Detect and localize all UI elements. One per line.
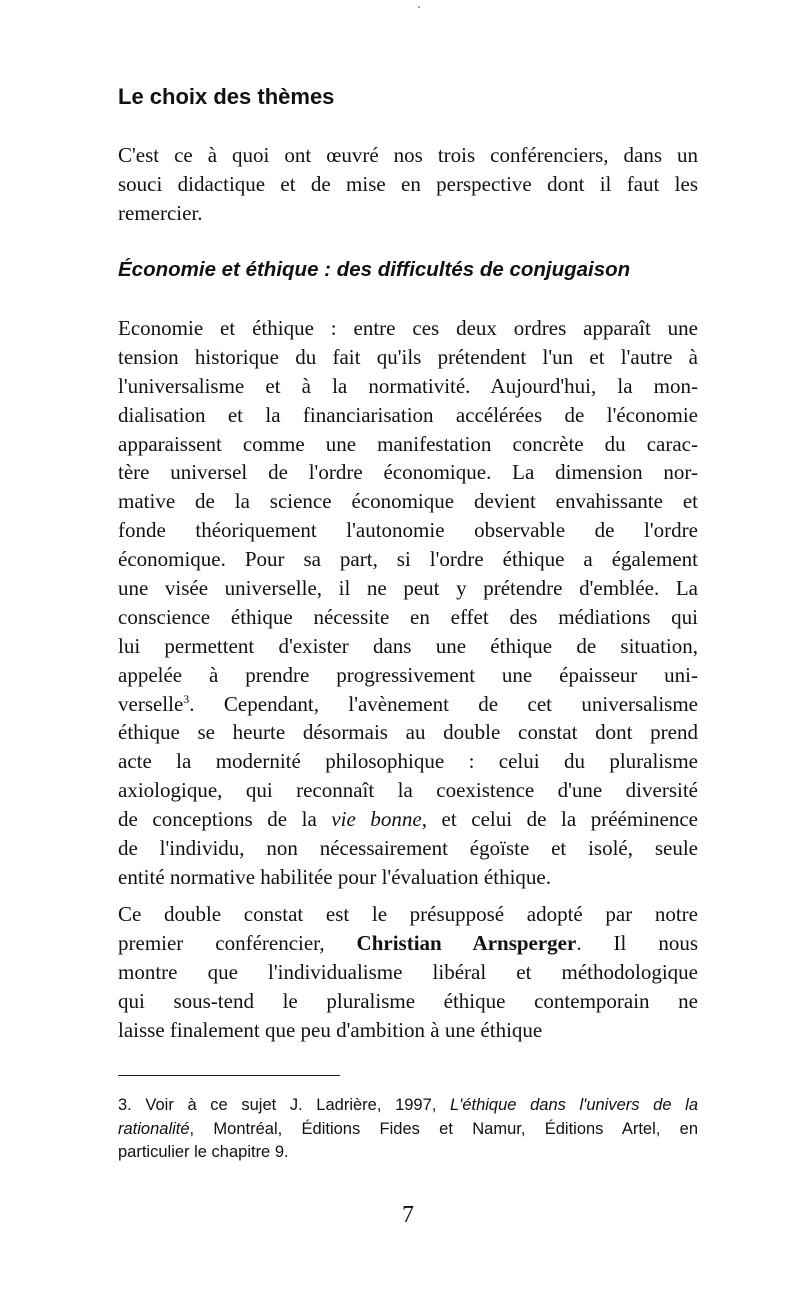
section-heading: Le choix des thèmes [118,84,335,109]
text-line: de l'individu, non nécessairement égoïste et isolé, seule [118,836,698,861]
paragraph-intro [118,141,698,228]
page-number: 7 [402,1202,414,1228]
text-line: acte la modernité philosophique : celui du pluralisme [118,749,698,774]
text-line: laisse finalement que peu d'ambition à une éthique [118,1017,543,1042]
text-line [118,690,698,719]
text-line: qui sous-tend le pluralisme éthique contemporain ne [118,988,698,1013]
text-segment: . Il nous [576,930,698,955]
text-line: Economie et éthique : entre ces deux ordres apparaît une [118,316,698,340]
text-line: économique. Pour sa part, si l'ordre éthique a également [118,547,698,572]
text-line: montre que l'individualisme libéral et méthodologique [118,959,698,984]
text-line: une visée universelle, il ne peut y prétendre d'emblée. La [118,576,698,601]
text-line: particulier le chapitre 9. [118,1143,289,1161]
text-line: remercier. [118,200,203,225]
text-line [118,1094,698,1118]
text-segment: , Montréal, Éditions Fides et Namur, Éditions Artel, en [189,1119,698,1138]
paragraph-double-constat [118,900,698,1044]
text-line: conscience éthique nécessite en effet des médiations qui [118,604,698,629]
text-line: souci didactique et de mise en perspective dont il faut les [118,171,698,196]
text-line [118,929,698,958]
text-line: C'est ce à quoi ont œuvré nos trois conférenciers, dans un [118,143,698,167]
text-segment: premier conférencier, [118,930,357,955]
italic-text: rationalité [118,1119,190,1138]
text-line: Ce double constat est le présupposé adopté par notre [118,902,698,926]
text-segment: de conceptions de la [118,807,332,832]
text-line: tension historique du fait qu'ils prétendent l'un et l'autre à [118,344,698,369]
footnote-reference: 3 [183,691,190,706]
text-segment: , et celui de la prééminence [421,807,698,832]
italic-text: vie bonne [331,807,422,832]
subsection-heading: Économie et éthique : des difficultés de conjugaison [118,258,631,281]
text-segment: . Cependant, l'avènement de cet universalisme [189,691,698,716]
text-line: entité normative habilitée pour l'évaluation éthique. [118,864,551,889]
author-name: Christian Arnsperger [356,930,577,955]
text-line: l'universalisme et à la normativité. Aujourd'hui, la mon- [118,373,698,398]
paragraph-economie-ethique [118,314,698,892]
scan-speck [418,6,420,8]
text-line: mative de la science économique devient envahissante et [118,489,698,514]
footnote [118,1094,698,1165]
text-line: axiologique, qui reconnaît la coexistence d'une diversité [118,778,698,803]
text-segment: 3. Voir à ce sujet J. Ladrière, 1997, [118,1096,450,1114]
text-line [118,805,698,834]
text-line: apparaissent comme une manifestation concrète du carac- [118,431,698,456]
footnote-divider [118,1075,340,1076]
text-line: tère universel de l'ordre économique. La dimension nor- [118,460,698,485]
text-line [118,1118,698,1142]
text-line: appelée à prendre progressivement une épaisseur uni- [118,662,698,687]
text-line: lui permettent d'exister dans une éthique de situation, [118,633,698,658]
text-segment: verselle [118,691,184,716]
text-line: fonde théoriquement l'autonomie observable de l'ordre [118,518,698,543]
text-line: éthique se heurte désormais au double constat dont prend [118,720,698,745]
text-line: dialisation et la financiarisation accélérées de l'économie [118,402,698,427]
italic-text: L'éthique dans l'univers de la [450,1096,698,1114]
